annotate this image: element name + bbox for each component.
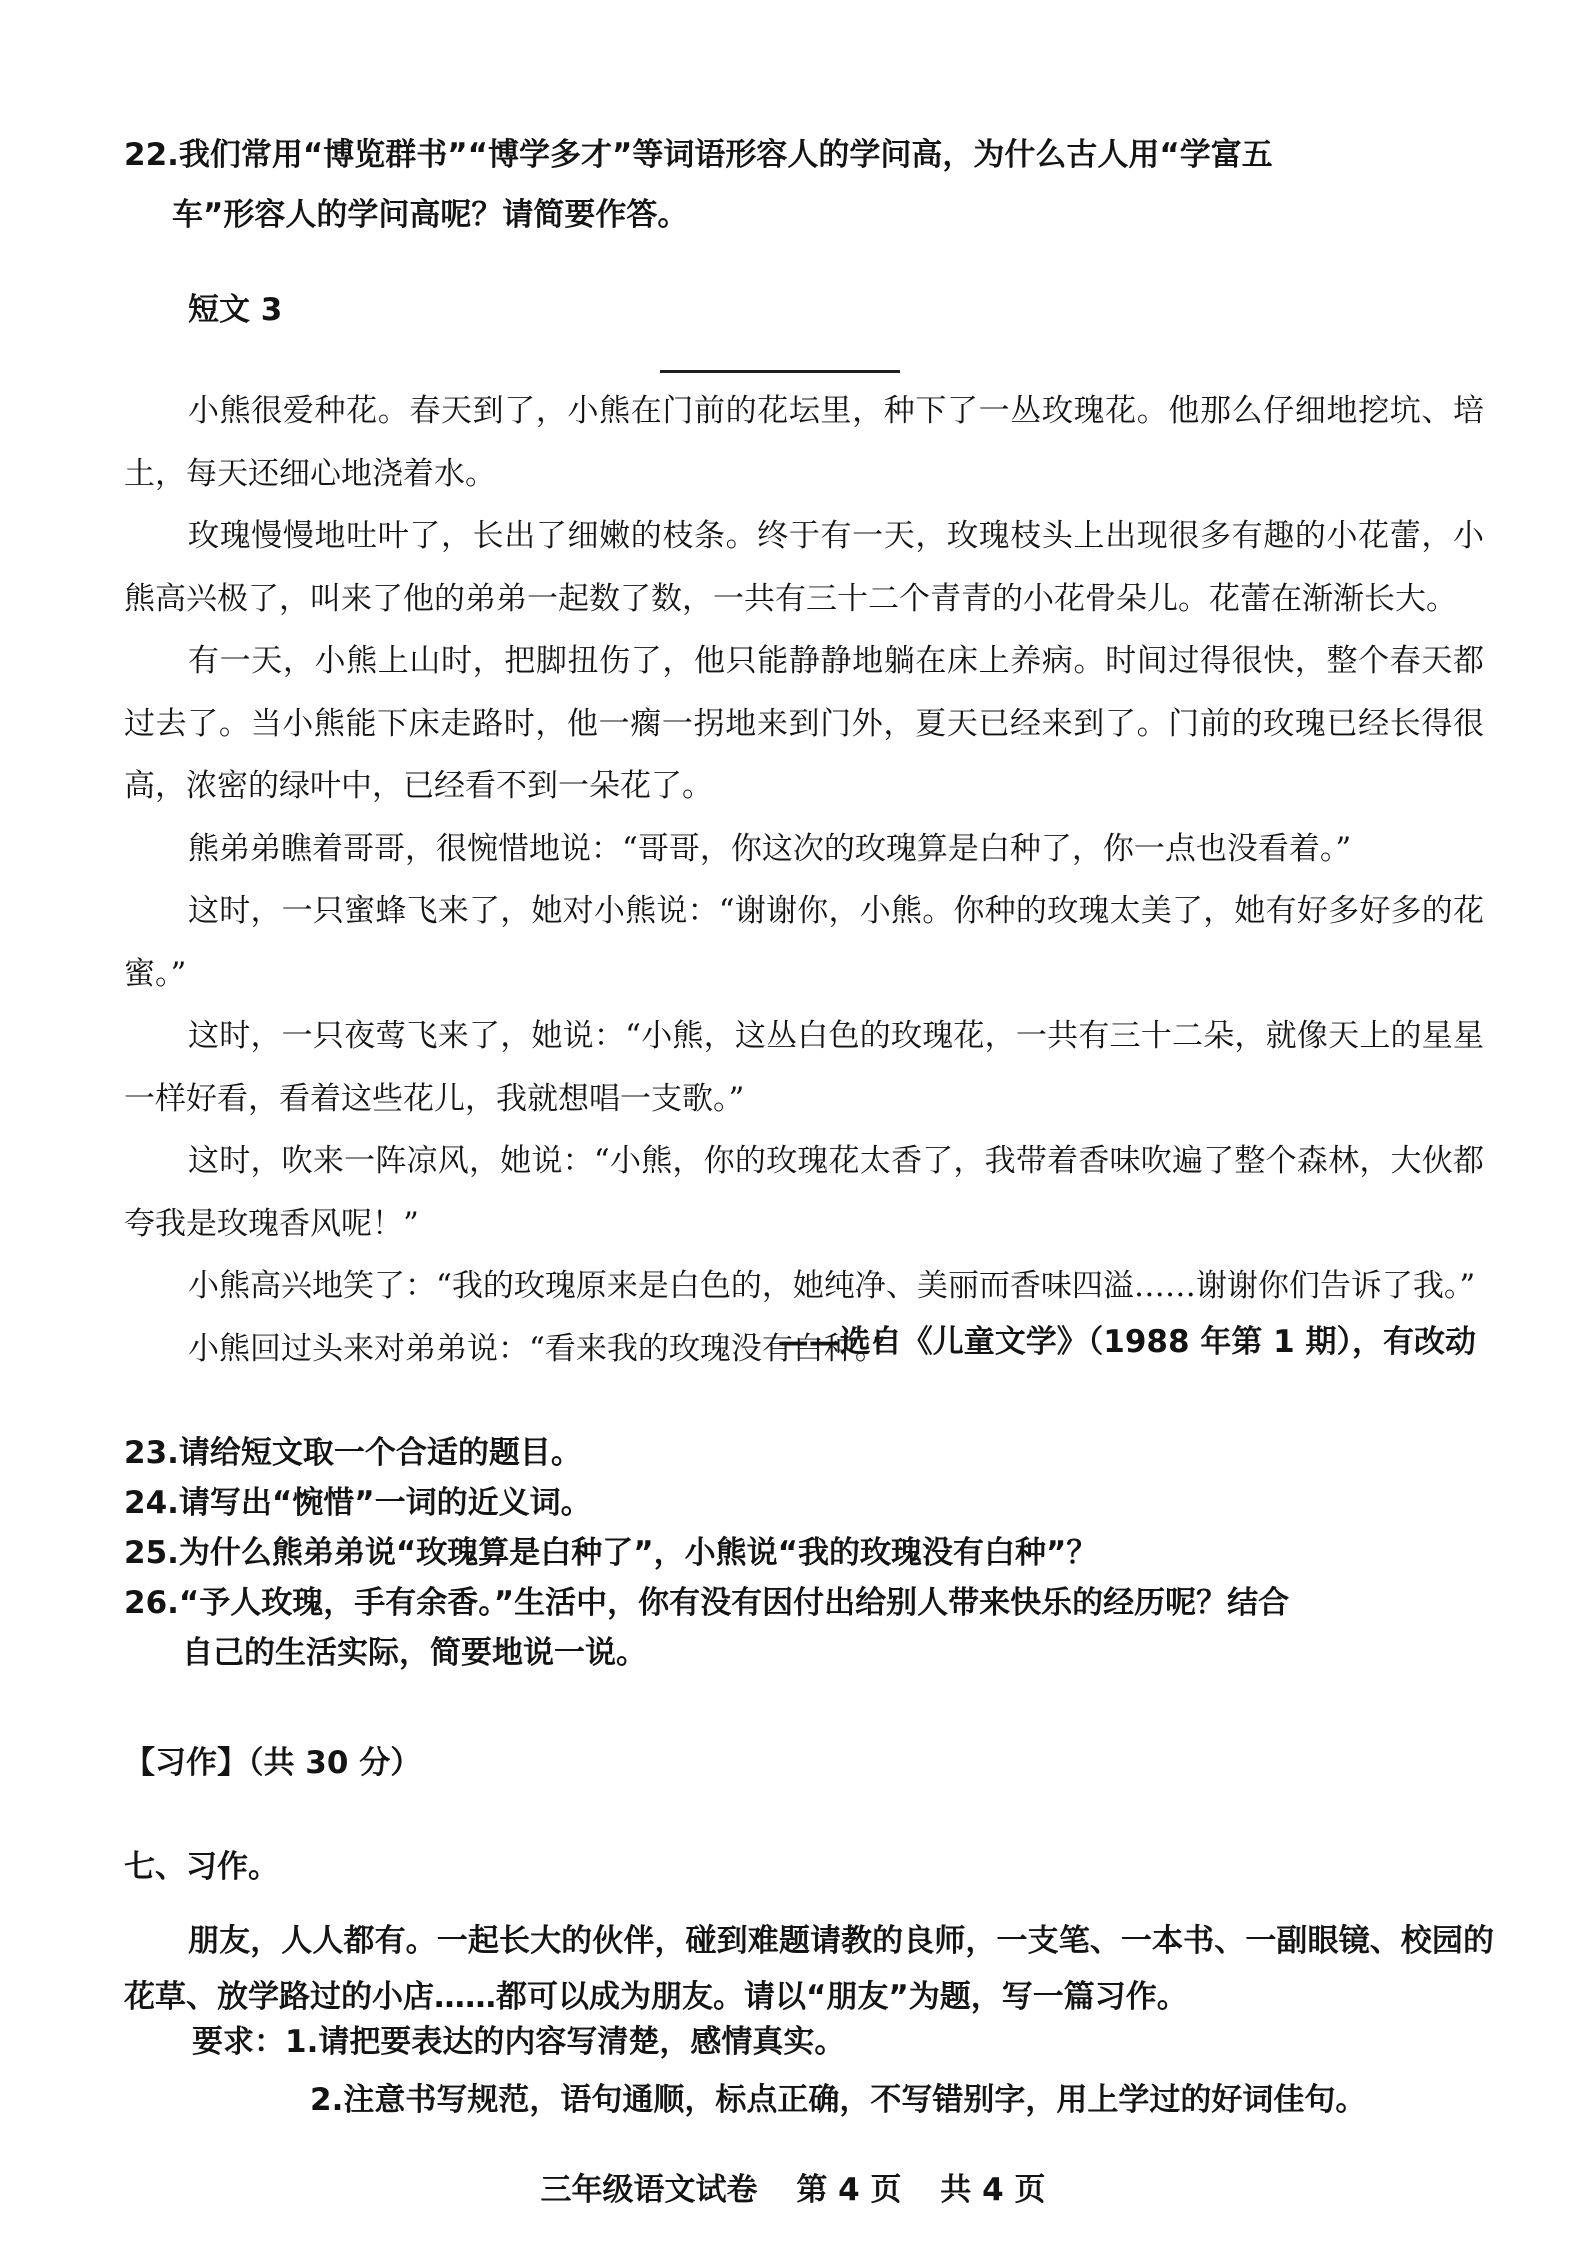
story-paragraph: 这时，吹来一阵凉风，她说：“小熊，你的玫瑰花太香了，我带着香味吹遍了整个森林，大伙都夸我是玫瑰香风呢！” xyxy=(124,1143,1484,1242)
story-paragraph: 小熊高兴地笑了：“我的玫瑰原来是白色的，她纯净、美丽而香味四溢……谢谢你们告诉了我。” xyxy=(188,1268,1476,1304)
writing-prompt xyxy=(124,1913,1494,2025)
story-paragraph: 玫瑰慢慢地吐叶了，长出了细嫩的枝条。终于有一天，玫瑰枝头上出现很多有趣的小花蕾，小熊高兴极了，叫来了他的弟弟一起数了数，一共有三十二个青青的小花骨朵儿。花蕾在渐渐长大。 xyxy=(124,518,1484,617)
writing-prompt-text: 朋友，人人都有。一起长大的伙伴，碰到难题请教的良师，一支笔、一本书、一副眼镜、校园的花草、放学路过的小店……都可以成为朋友。请以“朋友”为题，写一篇习作。 xyxy=(124,1923,1494,2015)
story-paragraph: 这时，一只蜜蜂飞来了，她对小熊说：“谢谢你，小熊。你种的玫瑰太美了，她有好多好多的花蜜。” xyxy=(124,893,1484,992)
questions-23-26 xyxy=(124,1428,1494,1678)
title-blank-line xyxy=(660,370,900,373)
question-22-line2: 车”形容人的学问高呢？请简要作答。 xyxy=(172,197,689,233)
footer-total-pages: 共 4 页 xyxy=(940,2172,1046,2208)
question-26-line2: 自己的生活实际，简要地说一说。 xyxy=(182,1635,647,1671)
passage-3-heading: 短文 3 xyxy=(188,292,283,328)
story-paragraph: 小熊回过头来对弟弟说：“看来我的玫瑰没有白种。” xyxy=(188,1330,887,1367)
story-paragraph: 小熊很爱种花。春天到了，小熊在门前的花坛里，种下了一丛玫瑰花。他那么仔细地挖坑、培土，每天还细心地浇着水。 xyxy=(124,393,1484,492)
footer-page-number: 第 4 页 xyxy=(796,2172,902,2208)
question-22 xyxy=(124,125,1494,245)
writing-requirement-1: 要求：1.请把要表达的内容写清楚，感情真实。 xyxy=(192,2024,846,2060)
question-23: 23.请给短文取一个合适的题目。 xyxy=(124,1435,582,1471)
story-paragraph: 熊弟弟瞧着哥哥，很惋惜地说：“哥哥，你这次的玫瑰算是白种了，你一点也没看着。” xyxy=(188,830,1352,867)
story-paragraph: 这时，一只夜莺飞来了，她说：“小熊，这丛白色的玫瑰花，一共有三十二朵，就像天上的星星一样好看，看着这些花儿，我就想唱一支歌。” xyxy=(124,1018,1484,1117)
question-25: 25.为什么熊弟弟说“玫瑰算是白种了”，小熊说“我的玫瑰没有白种”？ xyxy=(124,1535,1098,1571)
writing-section-title: 【习作】（共 30 分） xyxy=(124,1745,422,1781)
page-footer xyxy=(0,2170,1586,2210)
footer-subject: 三年级语文试卷 xyxy=(540,2172,758,2208)
story-paragraph: 有一天，小熊上山时，把脚扭伤了，他只能静静地躺在床上养病。时间过得很快，整个春天都过去了。当小熊能下床走路时，他一瘸一拐地来到门外，夏天已经来到了。门前的玫瑰已经长得很高，浓密的绿叶中，已经看不到一朵花了。 xyxy=(124,643,1484,804)
writing-requirement-2: 2.注意书写规范，语句通顺，标点正确，不写错别字，用上学过的好词佳句。 xyxy=(310,2082,1367,2118)
question-26-line1: 26.“予人玫瑰，手有余香。”生活中，你有没有因付出给别人带来快乐的经历呢？结合 xyxy=(124,1585,1290,1621)
question-22-line1: 22.我们常用“博览群书”“博学多才”等词语形容人的学问高，为什么古人用“学富五 xyxy=(124,137,1273,173)
passage-3-body xyxy=(124,380,1484,1380)
passage-source: ——选自《儿童文学》（1988 年第 1 期），有改动 xyxy=(777,1324,1476,1360)
question-24: 24.请写出“惋惜”一词的近义词。 xyxy=(124,1485,592,1521)
writing-task-title: 七、习作。 xyxy=(124,1849,279,1885)
